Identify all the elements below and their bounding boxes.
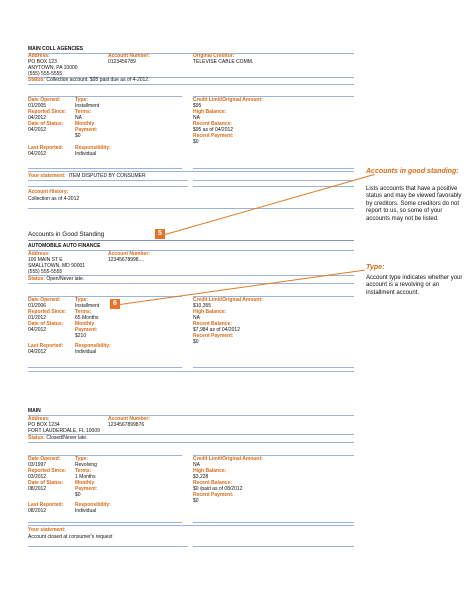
account3-datestatus-label: Date of Status:: [28, 480, 64, 486]
account2-type: Installment: [75, 303, 100, 309]
account2-recentbal-label: Recent Balance:: [193, 321, 232, 327]
account2-address-line: 100 MAIN ST E: [28, 257, 63, 263]
account2-resp-label: Responsibility:: [75, 343, 111, 349]
account2-type-label: Type:: [75, 297, 88, 303]
account1-datestatus: 04/2012: [28, 127, 47, 133]
account1-address-label: Address:: [28, 53, 50, 59]
account3-acctnum: 1234567899876: [108, 422, 145, 428]
account2-monthlypay: $210: [75, 333, 87, 339]
account1-highbal-label: High Balance:: [193, 109, 227, 115]
account3-datestatus: 08/2012: [28, 486, 47, 492]
divider: [193, 168, 354, 169]
account1-terms: NA: [75, 115, 82, 121]
account2-acctnum: 12345678998....: [108, 257, 145, 263]
account2-repsince-label: Reported Since:: [28, 309, 67, 315]
account1-type-label: Type:: [75, 97, 88, 103]
account2-repsince: 01/2012: [28, 315, 47, 321]
annotation-good-standing-title: Accounts in good standing:: [366, 168, 459, 175]
account1-recentbal: $95 as of 04/2012: [193, 127, 234, 133]
account2-datestatus: 04/2012: [28, 327, 47, 333]
account1-monthlypay: $0: [75, 133, 81, 139]
account3-creditlimit-label: Credit Limit/Original Amount:: [193, 456, 263, 462]
callout-badge-6: 6: [110, 299, 120, 309]
account1-creditlimit: $95: [193, 103, 202, 109]
account3-monthly-label: Monthly: [75, 480, 95, 486]
account2-creditlimit-label: Credit Limit/Original Amount:: [193, 297, 263, 303]
account2-recentbal: $7,984 as of 04/2012: [193, 327, 240, 333]
account2-address-line: SMALLTOWN, MD 90001: [28, 263, 86, 269]
account3-resp: Individual: [75, 508, 97, 514]
account3-creditlimit: NA: [193, 462, 200, 468]
account3-type: Revolving: [75, 462, 97, 468]
account2-recentpay-label: Recent Payment:: [193, 333, 234, 339]
account2-highbal: NA: [193, 315, 200, 321]
account1-recentbal-label: Recent Balance:: [193, 121, 232, 127]
account3-dateopened-label: Date Opened:: [28, 456, 61, 462]
account2-recentpay: $0: [193, 339, 199, 345]
account2-resp: Individual: [75, 349, 97, 355]
account3-status-label: Status:: [28, 435, 45, 441]
account1-datestatus-label: Date of Status:: [28, 121, 64, 127]
account2-datestatus-label: Date of Status:: [28, 321, 64, 327]
account1-acctnum: 0123456789: [108, 59, 136, 65]
account1-resp-label: Responsibility:: [75, 145, 111, 151]
account1-history: Collection as of 4-2012: [28, 196, 80, 202]
divider: [193, 522, 354, 523]
account1-origcred: TELEVISE CABLE COMM.: [193, 59, 254, 65]
divider: [193, 180, 354, 181]
account1-dateopened-label: Date Opened:: [28, 97, 61, 103]
divider: [193, 367, 354, 368]
divider: [28, 84, 354, 85]
account2-monthly-label: Monthly: [75, 321, 95, 327]
account1-acctnum-label: Account Number:: [108, 53, 150, 59]
account3-statement: Account closed at consumer's request: [28, 534, 113, 540]
divider: [28, 415, 354, 416]
account3-recentbal: $0 /paid as of 08/2012: [193, 486, 243, 492]
callout-connector-5: [165, 174, 375, 235]
divider: [28, 522, 182, 523]
divider: [28, 171, 354, 172]
account1-creditlimit-label: Credit Limit/Original Amount:: [193, 97, 263, 103]
account1-name: MAIN COLL AGENCIES: [28, 46, 84, 52]
account2-highbal-label: High Balance:: [193, 309, 227, 315]
account3-dateopened: 03/1997: [28, 462, 47, 468]
annotation-type-title: Type:: [366, 264, 385, 271]
account1-recentpay: $0: [193, 139, 199, 145]
account2-status: Open/Never late.: [46, 276, 85, 282]
account3-lastrep-label: Last Reported:: [28, 502, 64, 508]
account1-address-line: (555) 555-5555: [28, 71, 63, 77]
account1-payment-label: Payment:: [75, 127, 98, 133]
callout-badge-5: 5: [155, 229, 165, 239]
divider: [28, 168, 182, 169]
account3-lastrep: 08/2012: [28, 508, 47, 514]
account3-recentpay-label: Recent Payment:: [193, 492, 234, 498]
section-heading-good-standing: Accounts in Good Standing: [28, 231, 105, 238]
account1-highbal: NA: [193, 115, 200, 121]
divider: [28, 546, 188, 547]
account3-address-line: PO BOX 1234: [28, 422, 60, 428]
account2-name: AUTOMOBILE AUTO FINANCE: [28, 243, 101, 249]
account1-repsince: 04/2012: [28, 115, 47, 121]
account3-statement-label: Your statement:: [28, 527, 66, 533]
account3-acctnum-label: Account Number:: [108, 416, 150, 422]
divider: [28, 525, 354, 526]
account1-history-label: Account History:: [28, 189, 69, 195]
account3-highbal: $3,228: [193, 474, 209, 480]
account2-dateopened-label: Date Opened:: [28, 297, 61, 303]
account2-dateopened: 01/2006: [28, 303, 47, 309]
account3-terms: 1 Months: [75, 474, 96, 480]
divider: [28, 208, 354, 209]
account2-acctnum-label: Account Number:: [108, 251, 150, 257]
divider: [28, 186, 188, 187]
account3-terms-label: Terms:: [75, 468, 92, 474]
account3-recentpay: $0: [193, 498, 199, 504]
account1-statement: ITEM DISPUTED BY CONSUMER: [68, 173, 146, 179]
annotation-type-body: Account type indicates whether your account is a revolving or an installment account.: [366, 275, 463, 296]
account3-highbal-label: High Balance:: [193, 468, 227, 474]
divider: [28, 250, 354, 251]
account2-creditlimit: $10,355: [193, 303, 212, 309]
account2-address-line: (555) 555-5555: [28, 269, 63, 275]
account2-lastrep-label: Last Reported:: [28, 343, 64, 349]
account3-resp-label: Responsibility:: [75, 502, 111, 508]
account3-address-label: Address:: [28, 416, 50, 422]
account1-address-line: ANYTOWN, PA 10000: [28, 65, 78, 71]
account3-address-line: FORT LAUDERDALE, FL 10009: [28, 428, 100, 434]
account1-statement-label: Your statement:: [28, 173, 66, 179]
account2-lastrep: 04/2012: [28, 349, 47, 355]
account1-status-label: Status:: [28, 77, 45, 83]
account2-terms: 65 Months: [75, 315, 99, 321]
account1-lastrep: 04/2012: [28, 151, 47, 157]
account1-terms-label: Terms:: [75, 109, 92, 115]
account1-resp: Individual: [75, 151, 97, 157]
account3-name: MAIN: [28, 408, 41, 414]
divider: [193, 546, 354, 547]
divider: [28, 180, 188, 181]
account3-repsince-label: Reported Since:: [28, 468, 67, 474]
account3-type-label: Type:: [75, 456, 88, 462]
account3-repsince: 03/2012: [28, 474, 47, 480]
account1-type: Installment: [75, 103, 100, 109]
account1-address-line: PO BOX 123: [28, 59, 57, 65]
divider: [28, 367, 182, 368]
account1-status: Collection account. $95 past due as of 4-2012.: [46, 77, 150, 83]
account1-dateopened: 01/2005: [28, 103, 47, 109]
account2-status-label: Status:: [28, 276, 45, 282]
account1-recentpay-label: Recent Payment:: [193, 133, 234, 139]
divider: [28, 283, 354, 284]
account3-monthlypay: $0: [75, 492, 81, 498]
account1-lastrep-label: Last Reported:: [28, 145, 64, 151]
account1-monthly-label: Monthly: [75, 121, 95, 127]
account2-address-label: Address:: [28, 251, 50, 257]
account2-payment-label: Payment:: [75, 327, 98, 333]
account3-status: Closed/Never late.: [46, 435, 88, 441]
divider: [28, 53, 354, 54]
account1-origcred-label: Original Creditor:: [193, 53, 235, 59]
account3-payment-label: Payment:: [75, 486, 98, 492]
account1-repsince-label: Reported Since:: [28, 109, 67, 115]
account3-recentbal-label: Recent Balance:: [193, 480, 232, 486]
divider: [28, 240, 354, 241]
divider: [28, 442, 354, 443]
divider: [28, 371, 354, 372]
annotation-good-standing-body: Lists accounts that have a positive status and may be viewed favorably by creditors. Some creditors do not report to us, so some of your accounts may not be listed.: [366, 186, 462, 222]
account2-terms-label: Terms:: [75, 309, 92, 315]
